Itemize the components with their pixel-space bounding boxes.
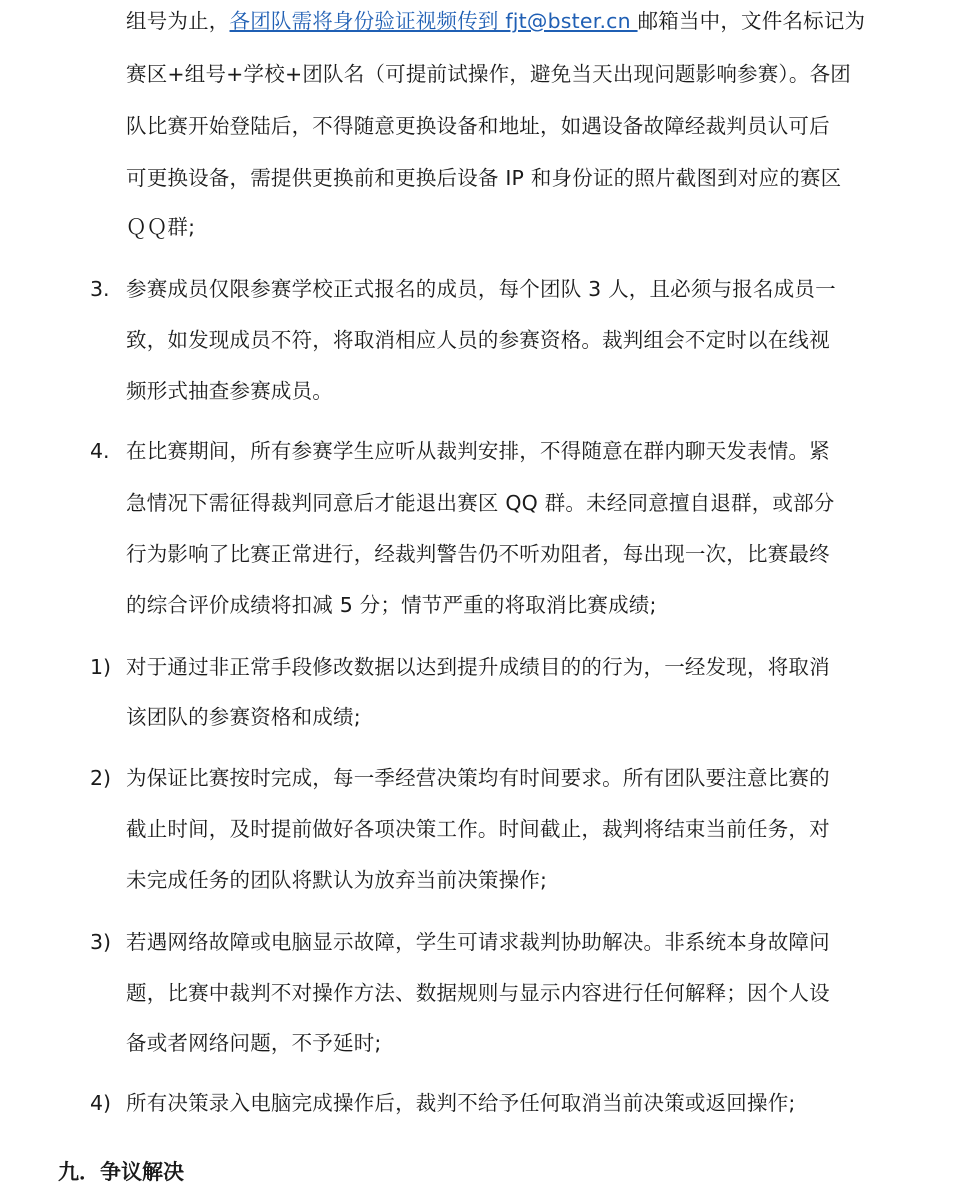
intro-line-3: 队比赛开始登陆后，不得随意更换设备和地址，如遇设备故障经裁判员认可后	[126, 114, 830, 138]
email-link[interactable]: 各团队需将身份验证视频传到 fjt@bster.cn	[229, 9, 638, 33]
item3-line-3: 频形式抽查参赛成员。	[126, 379, 333, 403]
item4-line-4: 的综合评价成绩将扣减 5 分；情节严重的将取消比赛成绩;	[126, 593, 657, 617]
item3-line-2: 致，如发现成员不符，将取消相应人员的参赛资格。裁判组会不定时以在线视	[126, 328, 830, 352]
item4-line-2: 急情况下需征得裁判同意后才能退出赛区 QQ 群。未经同意擅自退群，或部分	[126, 491, 835, 515]
intro-line-2: 赛区+组号+学校+团队名（可提前试操作，避免当天出现问题影响参赛）。各团	[126, 62, 851, 86]
intro-text-after-link: 邮箱当中，文件名标记为	[637, 9, 866, 33]
sub1-line-2: 该团队的参赛资格和成绩;	[126, 705, 361, 729]
intro-text-before-link: 组号为止，	[126, 9, 230, 33]
sub2-line-1: 为保证比赛按时完成，每一季经营决策均有时间要求。所有团队要注意比赛的	[126, 766, 830, 790]
sub3-line-3: 备或者网络问题，不予延时;	[126, 1031, 382, 1055]
item3-line-1: 参赛成员仅限参赛学校正式报名的成员，每个团队 3 人，且必须与报名成员一	[126, 277, 836, 301]
intro-line-4: 可更换设备，需提供更换前和更换后设备 IP 和身份证的照片截图到对应的赛区	[126, 166, 842, 190]
intro-line-5: ＱＱ群;	[126, 215, 196, 239]
sub2-line-3: 未完成任务的团队将默认为放弃当前决策操作;	[126, 868, 548, 892]
sub3-line-2: 题，比赛中裁判不对操作方法、数据规则与显示内容进行任何解释；因个人设	[126, 981, 830, 1005]
sub2-line-2: 截止时间，及时提前做好各项决策工作。时间截止，裁判将结束当前任务，对	[126, 817, 830, 841]
sub3-line-1: 若遇网络故障或电脑显示故障，学生可请求裁判协助解决。非系统本身故障问	[126, 930, 830, 954]
intro-line-1	[126, 8, 865, 34]
list-marker-3: 3.	[90, 277, 110, 301]
item4-line-1: 在比赛期间，所有参赛学生应听从裁判安排，不得随意在群内聊天发表情。紧	[126, 439, 830, 463]
list-marker-sub2: 2)	[90, 766, 112, 790]
section-heading: 九．争议解决	[58, 1160, 184, 1184]
list-marker-sub4: 4)	[90, 1091, 112, 1115]
list-marker-4: 4.	[90, 439, 110, 463]
list-marker-sub3: 3)	[90, 930, 112, 954]
item4-line-3: 行为影响了比赛正常进行，经裁判警告仍不听劝阻者，每出现一次，比赛最终	[126, 542, 830, 566]
sub1-line-1: 对于通过非正常手段修改数据以达到提升成绩目的的行为，一经发现，将取消	[126, 655, 830, 679]
sub4-line-1: 所有决策录入电脑完成操作后，裁判不给予任何取消当前决策或返回操作;	[126, 1091, 796, 1115]
list-marker-sub1: 1)	[90, 655, 112, 679]
